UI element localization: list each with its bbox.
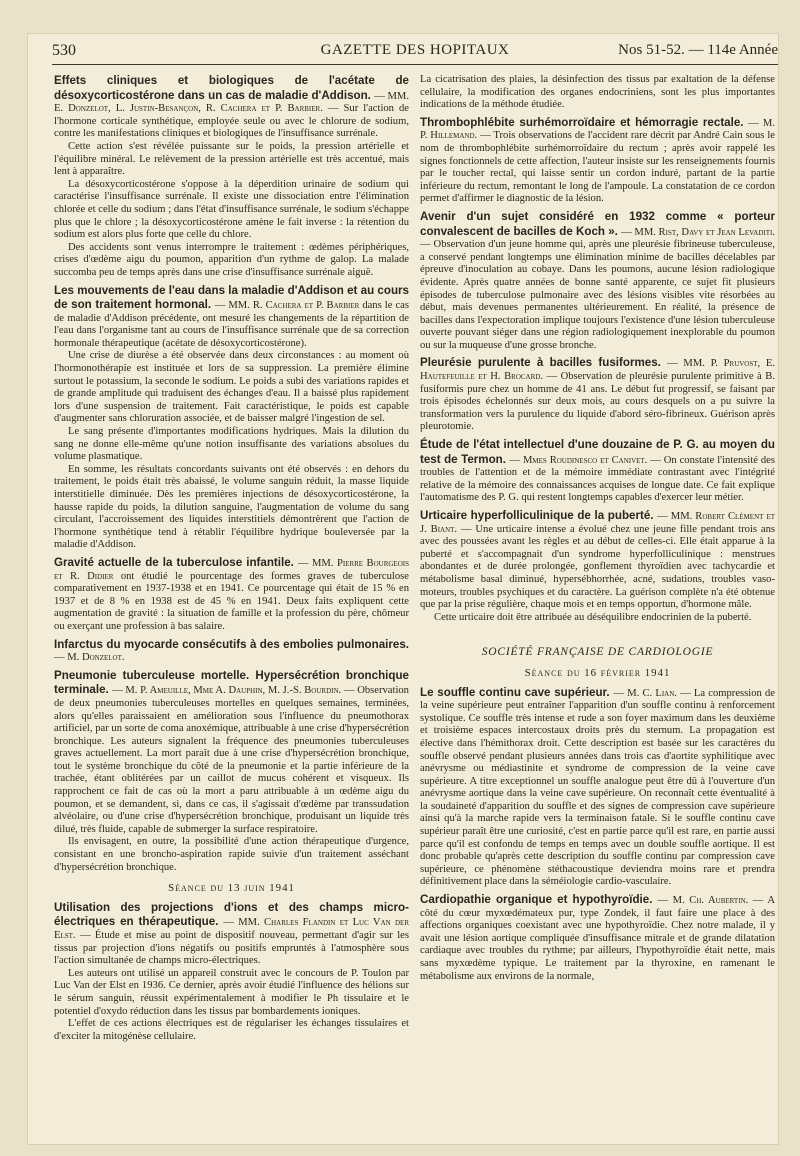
article-lead: La cicatrisation des plaies, la désinfection des tissus par exaltation de la défense cellulaire, la modification des organes endocriniens, sont les plus importantes indications de la méthode étudiée. [420,74,775,111]
article-title: Étude de l'état intellectuel d'une douzaine de P. G. au moyen du test de Termon. [420,438,775,466]
article-lead-paragraph [420,116,775,206]
journal-page [28,34,778,1144]
article-byline: — M. C. Lian. [613,687,681,699]
article-lead: — On constate l'intensité des troubles de l'attention et de la mémoire immédiate contrastant avec l'intégrité relative de la mémoire des connaissances acquises de longue date. Ce fait explique l'automatisme des P. G. qui restent longtemps capables d'exercer leur métier. [420,454,775,504]
article-lead-paragraph [54,901,409,968]
article-byline: — MM. Charles Flandin et Luc Van der Elst. [54,917,409,941]
article-lead: — Sur l'action de l'hormone corticale synthétique, employée seule ou avec le chlorure de sodium, contre les manifestations cliniques et biologiques de l'insuffisance surrénale. [54,103,409,140]
article-byline: — M. Ch. Aubertin. [657,895,753,907]
article [54,74,409,280]
article-byline: — M. P. Hillemand. [420,117,775,142]
article-title: Le souffle continu cave supérieur. [420,685,614,699]
article-paragraph: Le sang présente d'importantes modifications hydriques. Mais la dilution du sang ne donne elle-même qu'une notion insuffisante des variations absolues du volume plasmatique. [54,426,409,463]
article-lead-paragraph [54,669,409,837]
article-lead: ont étudié le pourcentage des formes graves de tuberculose comparativement en 1937-1938 et en 1941. Ce pourcentage qui était de 15 % en 1937 et de 8 % en 1938 est de 45 % en 1941. Deux faits expliquent cette augmentation de gravité : la situation de famille et la profession du père, chômeur ou exerçant une profession à bas salaire. [54,570,409,632]
article-lead: — Observation d'un jeune homme qui, après une pleurésie fibrineuse tuberculeuse, a conservé pendant longtemps une élimination minime de bacilles décelables par épreuve d'inoculation au cobaye. Dans les poumons, aucune lésion radiologique évidente. Après quatre années de bonne santé apparente, ce sujet fit plusieurs épisodes de tuberculose pulmonaire avec des lésions visibles vite résorbées au début, mais devenues permanentes ultérieurement. En réalité, la présence de bacilles dans l'expectoration implique toujours l'existence d'une lésion tuberculeuse ouverte pouvant siéger dans une région radiologiquement inexplorable du poumon ou sur la muqueuse d'une grosse bronche. [420,239,775,351]
journal-title: GAZETTE DES HOPITAUX [320,42,510,58]
article [420,509,775,624]
article-lead-paragraph [420,509,775,612]
article-paragraph: En somme, les résultats concordants suivants ont été observés : en dehors du traitement, le poids était très abaissé, le volume sanguin réduit, la masse liquide interstitielle diminuée. Dès les premières injections de désoxycorticostérone, la hausse rapide du poids, la dilution sanguine, l'augmentation de volume du sang circulant, l'accroissement des liquides interstitiels démontrèrent que l'action de l'hormone synthétique tend à rétablir l'équilibre hydrique bouleversée par la maladie d'Addison. [54,463,409,551]
article [420,438,775,505]
article-lead: — Une urticaire intense a évolué chez une jeune fille pendant trois ans avec des poussées avant les règles et au début de celles-ci. Elle était apparue à la puberté et s'accompagnait d'un syndrome hyperfolliculinique : menstrues abondantes et de durée prolongée, gonflement thyroïdien avec tachycardie et métabolisme basal diminué, hypersébhorrhée, acné, sudations, troubles vaso-moteurs, troubles psychiques et du caractère. La guérison complète n'a été obtenue que par la prise régulière, chaque mois et en temps opportun, d'hormone mâle. [420,523,775,611]
article-title: Avenir d'un sujet considéré en 1932 comme « porteur convalescent de bacilles de Koch ». [420,209,775,238]
article-lead: — A côté du cœur myxœdémateux pur, type Zondek, il faut faire une place à des affections organiques coexistant avec une hypothyroïdie. Chez notre malade, il y avait une lésion aortique compliquée d'insuffisance mitrale et de grande dilatation cardiaque avec troubles du rythme; par ailleurs, l'hypothyroïdie était nette, mais sans myxœdème typique. Le traitement par la thyroxine, en ramenant le métabolisme aux environs de la normale, [420,895,775,982]
article-paragraph: Ils envisagent, en outre, la possibilité d'une action thérapeutique d'urgence, consistant en une broncho-aspiration rapide suivie d'un traitement asséchant d'hypersécrétion bronchique. [54,836,409,873]
article-lead-paragraph [54,556,409,634]
article-byline: — M. Donzelot. [54,652,125,664]
article-lead-paragraph [54,638,409,665]
article-lead-paragraph [54,74,409,141]
article-paragraph: La désoxycorticostérone s'oppose à la déperdition urinaire de sodium qui caractérise l'insuffisance surrénale. Il existe une dissociation entre l'élimination chlorée et celle du sodium ; dans l'état d'insuffisance surrénale, le sodium s'échappe plus que le chlore ; la désoxycorticostérone amène le fait inverse : la rétention du sodium est alors plus forte que celle du chlore. [54,178,409,241]
article-lead-paragraph [54,284,409,351]
article [420,686,775,890]
article-byline: — M. P. Ameuille, Mme A. Dauphin, M. J.-S. Bourdin. [112,685,344,697]
article-paragraph: Des accidents sont venus interrompre le traitement : œdèmes périphériques, crises d'œdème aigu du poumon, apparition d'un rythme de galop. La malade succomba peu de temps après dans une crise d'insuffisance surrénale aiguë. [54,241,409,278]
article-byline: — MM. R. Cachera et P. Barbier [214,300,363,312]
article-byline: — Mmes Roudinesco et Canivet. [509,454,651,466]
article-byline: — MM. P. Pruvost, E. Hautefeuille et H. Brocard. [420,358,775,383]
society-title: SOCIÉTÉ FRANÇAISE DE CARDIOLOGIE [481,646,714,659]
left-column [54,74,409,1124]
article-lead-paragraph [420,356,775,434]
article-lead: dans le cas de maladie d'Addison précédente, ont mesuré les changements de la répartition de l'eau dans l'organisme tant au cours de l'insuffisance surrénale que de sa correction hormonale thérapeutique (acétate de désoxycorticostérone). [54,300,409,349]
article-byline: — MM. Pierre Bourgeois et R. Didier [54,557,409,582]
article [420,116,775,206]
article-paragraph: L'effet de ces actions électriques est de régulariser les échanges tissulaires et d'exciter la mitogénèse cellulaire. [54,1018,409,1042]
article-paragraph: Une crise de diurèse a été observée dans deux circonstances : au moment où l'hormonothérapie est instituée et lors de sa suppression. La première élimine surtout le potassium, la seconde le sodium. Le poids a subi des variations rapides et de grande amplitude qui traduisent des échanges d'eau. Il a baissé plus rapidement lors d'une suspension de traitement. Fait caractéristique, le poids est capable d'augmenter sans chloruration associée, et de baisser malgré l'ingestion de sel. [54,350,409,425]
article-lead: — Étude et mise au point de dispositif nouveau, permettant d'agir sur les tissus par projection d'ions négatifs ou positifs empruntés à l'atmosphère sous l'action simultanée de champs micro-électriques. [54,930,409,967]
article-title: Cardiopathie organique et hypothyroïdie. [420,893,658,907]
article-lead: — Trois observations de l'accident rare décrit par André Cain sous le nom de thrombophlébite surhémorroïdaire du rectum ; après avoir rappelé les signes fonctionnels de cette affection, l'auteur insiste sur les renseignements fournis par le toucher rectal, qui laisse sentir un cordon induré, partant de la partie inférieure du rectum, remontant le long de l'ampoule. La constatation de ce cordon permet d'affirmer le diagnostic de la lésion. [420,130,775,205]
article-title: Thrombophlébite surhémorroïdaire et hémorragie rectale. [420,115,749,129]
article-lead: — La compression de la veine supérieure peut entraîner l'apparition d'un souffle continu à renforcement systolique. Ce souffle très intense et rude a son foyer maximum dans les deuxième et troisième espaces intercostaux droits près du sternum. La propagation est élective dans l'hémithorax droit. Cette description est basée sur les caractères du souffle observé pendant plusieurs années dans trois cas d'aortite syphilitique avec anévrysme ou médiastinite et syndrome de compression de la veine cave supérieure. A titre exceptionnel un souffle analogue peut être dû à l'ouverture d'un anévrysme aortique dans la veine cave supérieure. On reconnaît cette éventualité à la soudaineté d'apparition du souffle et des signes de compression cave supérieure ainsi qu'à la marche rapide vers la terminaison fatale. Si le souffle continu cave supérieur paraît être une curiosité, c'est en partie parce qu'il est rare, en partie aussi parce qu'il est confondu de temps en temps avec un double souffle aortique. Il est donc probable qu'après cette description du souffle continu par compression cave supérieure, ce phénomène stéthacoustique deviendra moins rare et prendra définitivement place dans la séméiologie cardio-vasculaire. [420,687,775,888]
article [54,284,409,552]
session-date: Séance du 13 juin 1941 [168,882,295,895]
article-title: Pleurésie purulente à bacilles fusiformes. [420,356,668,370]
article [420,210,775,353]
article-byline: — MM. Robert Clément et J. Biant. [420,511,775,535]
article-title: Pneumonie tuberculeuse mortelle. Hypersécrétion bronchique terminale. [54,668,409,697]
article-lead-paragraph [420,893,775,983]
issue-info: Nos 51-52. — 114e Année [618,42,778,58]
article-paragraph: Cette action s'est révélée puissante sur le poids, la pression artérielle et l'équilibre minéral. Le relèvement de la pression artérielle est très accentué, mais lent à apparaître. [54,140,409,178]
right-column [420,74,775,1124]
article-title: Utilisation des projections d'ions et des champs micro-électriques en thérapeutique. [54,900,409,929]
article-byline: — MM. Rist, Davy et Jean Levaditi. [621,226,775,238]
article-lead-paragraph [420,686,775,890]
article [420,356,775,434]
article-lead: — Observation de pleurésie purulente primitive à B. fusiformis pure chez un homme de 41 ans. Le début fut progressif, se faisant par trois épisodes échelonnés sur deux mois, au cours desquels on a pu suivre la transformation vers la purulence du liquide d'abord séro-fibrineux. Guérison après pleurotomie. [420,371,775,433]
article-lead-paragraph [420,210,775,353]
article-title: Effets cliniques et biologiques de l'acétate de désoxycorticostérone dans un cas de maladie d'Addison. [54,74,409,102]
article [54,556,409,634]
article-title: Les mouvements de l'eau dans la maladie d'Addison et au cours de son traitement hormonal. [54,283,409,312]
article-lead: — Observation de deux pneumonies tuberculeuses mortelles en quelques semaines, terminées, alors qu'elles paraissaient en amélioration sous l'influence du pneumothorax artificiel, par un sorte de coma anoxémique, attribuable à une crise d'hypersécrétion bronchique. Les auteurs signalent la fréquence des pneumonies tuberculeuses graves actuellement. La mort paraît due à une crise d'hypersécrétion bronchique, tout le système bronchique du côté de la pneumonie et la partie inférieure de la trachée, étant oblitérées par un caillot de mucus cohérent et visqueux. Ils rapprochent ce fait de cas où la mort a paru attribuable à un œdème aigu du poumon, et se demandent, si, dans ce cas, il s'agissait d'œdème par transsudation alvéolaire, ou d'une crise d'hypersécrétion bronchique, produisant un liquide très dilué, très fluide, capable de submerger la surface respiratoire. [54,685,409,835]
article [420,893,775,983]
page-header [52,42,778,65]
article-title: Urticaire hyperfolliculinique de la puberté. [420,509,658,522]
article-title: Gravité actuelle de la tuberculose infantile. [54,555,298,569]
article-paragraph: Les auteurs ont utilisé un appareil construit avec le concours de P. Toulon par Luc Van der Elst en 1936. Ce dernier, après avoir étudié l'influence des hélions sur le sérum sanguin, réussit expérimentalement à modifier le Ph tissulaire et le potentiel d'oxydo réduction dans les tissus par bombardements ioniques. [54,967,409,1017]
article [54,901,409,1044]
article-byline: — MM. E. Donzelot, L. Justin-Besançon, R. Cachera et P. Barbier. [54,90,409,115]
article-paragraph: Cette urticaire doit être attribuée au déséquilibre endocrinien de la puberté. [434,611,752,623]
article [54,638,409,665]
article-lead-paragraph [420,74,775,112]
article [54,669,409,875]
session-date: Séance du 16 février 1941 [524,666,671,679]
article-title: Infarctus du myocarde consécutifs à des embolies pulmonaires. [54,637,409,651]
article [420,74,775,112]
article-lead-paragraph [420,438,775,505]
page-number: 530 [52,42,76,59]
